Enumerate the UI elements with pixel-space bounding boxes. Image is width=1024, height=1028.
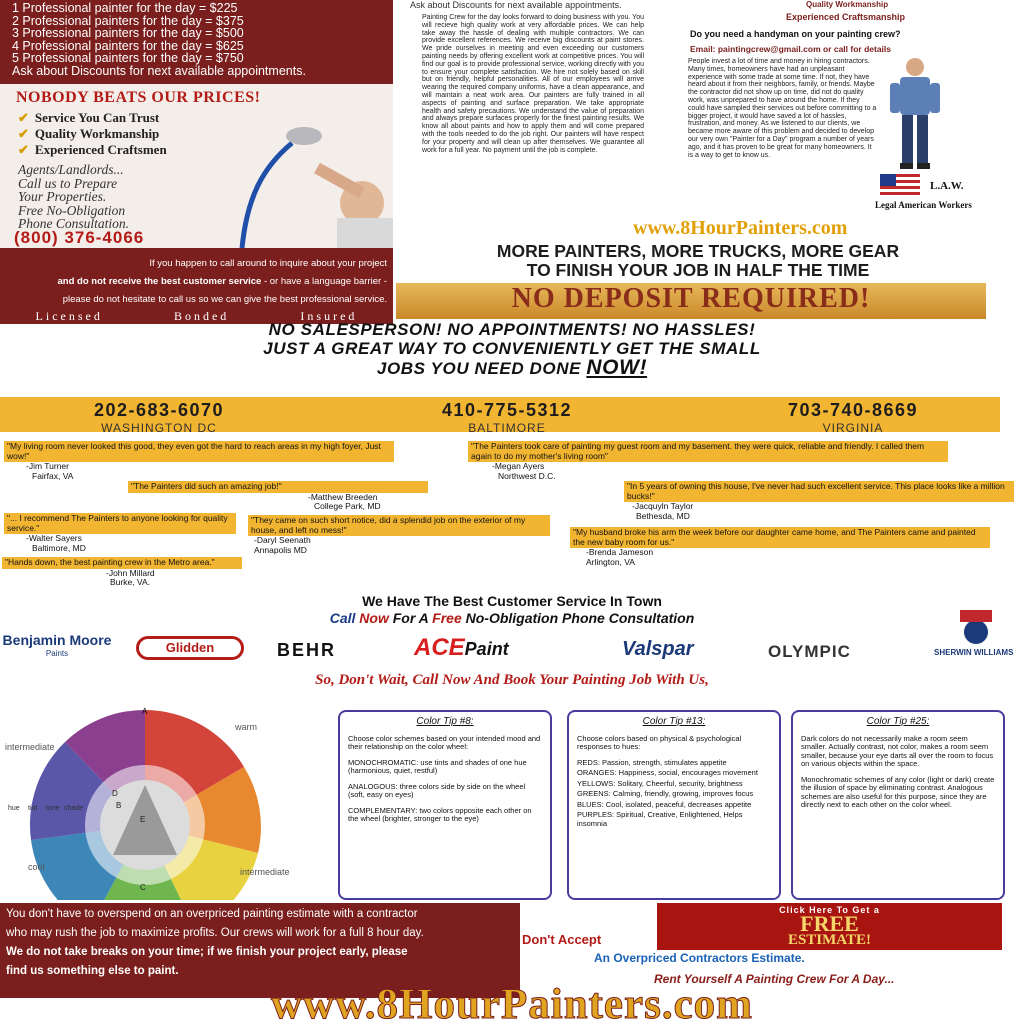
website-link-large[interactable]: www.8HourPainters.com <box>271 981 753 1028</box>
tip-title: Color Tip #25: <box>866 716 930 727</box>
main-phone[interactable]: (800) 376-4066 <box>14 228 145 247</box>
now-emphasis: NOW! <box>586 356 648 379</box>
call-now-line <box>0 610 1024 626</box>
service-note-text: - or have a language barrier - <box>261 276 387 287</box>
bonded-label: Bonded <box>173 308 230 323</box>
phone-number[interactable]: 703-740-8669 <box>787 400 919 420</box>
tip-paragraph: GREENS: Calming, friendly, growing, improves focus <box>577 789 754 798</box>
flag-icon <box>880 174 920 198</box>
check-item: Experienced Craftsmen <box>34 142 167 157</box>
price-item: 5 Professional painters for the day = $750 <box>12 51 244 65</box>
price-item: 4 Professional painters for the day = $625 <box>12 38 244 53</box>
testimonial-name: -Daryl Seenath <box>254 535 311 545</box>
testimonial-quote: "My living room never looked this good, they even got the hard to reach areas in my high foyer, Just wow!" <box>4 441 394 462</box>
phone-number[interactable]: 202-683-6070 <box>93 400 225 420</box>
testimonial-place: Arlington, VA <box>586 556 635 567</box>
olympic-logo: OLYMPIC <box>768 642 851 661</box>
sherwin-williams-globe-icon <box>954 606 998 646</box>
wheel-label-cool: cool <box>28 862 45 872</box>
tip-paragraph: COMPLEMENTARY: two colors opposite each other on the wheel (brighter, stronger to the eye) <box>348 805 532 823</box>
phone-city: WASHINGTON DC <box>101 421 217 435</box>
testimonial <box>4 513 236 553</box>
wheel-label-tone: tone <box>46 805 60 812</box>
tip-paragraph: YELLOWS: Solitary, Cheerful, security, brightness <box>577 778 743 788</box>
tip-paragraph: Choose color schemes based on your intended mood and their relationship on the color wheel: <box>348 733 541 751</box>
overspend-line: We do not take breaks on your time; if we finish your project early, please <box>6 946 408 958</box>
service-note <box>0 248 393 308</box>
price-item: 3 Professional painters for the day = $500 <box>12 26 244 40</box>
wheel-label-e: E <box>140 815 146 824</box>
testimonial-quote: "Hands down, the best painting crew in the Metro area." <box>2 557 242 569</box>
more-line: TO FINISH YOUR JOB IN HALF THE TIME <box>526 260 870 280</box>
dont-wait-heading: So, Don't Wait, Call Now And Book Your Painting Job With Us, <box>315 672 709 688</box>
service-note-line: please do not hesitate to call us so we can give the best professional service. <box>62 294 387 305</box>
benjamin-moore-logo <box>2 634 112 660</box>
wheel-label-hue: hue <box>8 805 20 812</box>
check-item: Service You Can Trust <box>34 110 160 125</box>
overpriced-text: An Overpriced Contractors Estimate. <box>594 951 805 965</box>
wheel-label-intermediate: intermediate <box>240 867 290 877</box>
agents-line: Call us to Prepare <box>18 175 118 191</box>
tip-paragraph: MONOCHROMATIC: use tints and shades of one hue (harmonious, quiet, restful) <box>348 757 527 775</box>
free-estimate-button[interactable] <box>657 903 1002 950</box>
rent-crew-text: Rent Yourself A Painting Crew For A Day... <box>654 972 895 986</box>
testimonial-name: -Megan Ayers <box>492 461 545 471</box>
color-tip-25 <box>791 710 1005 900</box>
check-icon: ✔ <box>18 110 29 125</box>
brand-sub: Paints <box>45 649 69 658</box>
wheel-label-b: B <box>116 801 122 810</box>
wheel-label-c: C <box>140 883 146 892</box>
best-service-heading: We Have The Best Customer Service In Town <box>362 593 662 609</box>
tip-paragraph: Choose colors based on physical & psychological responses to hues: <box>577 733 742 751</box>
wheel-label-a: A <box>142 707 148 716</box>
testimonial-name: -Jim Turner <box>26 461 69 471</box>
sherwin-williams-logo: SHERWIN WILLIAMS <box>934 648 1014 657</box>
no-deposit-banner: NO DEPOSIT REQUIRED! <box>396 283 986 319</box>
brand-name: Benjamin Moore <box>2 632 112 648</box>
no-sales-line: JUST A GREAT WAY TO CONVENIENTLY GET THE SMALL <box>263 339 761 358</box>
price-item: 1 Professional painter for the day = $225 <box>12 1 238 15</box>
dont-accept-text: Don't Accept <box>522 932 602 947</box>
testimonial-place: Northwest D.C. <box>498 470 556 481</box>
check-icon: ✔ <box>18 126 29 141</box>
for-a-word: For A <box>392 610 429 626</box>
tip-paragraph: BLUES: Cool, isolated, peaceful, decreases appetite <box>577 799 752 809</box>
tip-paragraph: ORANGES: Happiness, social, encourages movement <box>577 768 758 777</box>
free-estimate-label: ESTIMATE! <box>787 932 872 948</box>
testimonial-place: Bethesda, MD <box>636 510 690 521</box>
price-discount-note: Ask about Discounts for next available appointments. <box>12 63 306 78</box>
testimonial-place: Burke, VA. <box>110 577 150 587</box>
painter-spraying-image <box>222 108 393 248</box>
wheel-label-tint: tint <box>28 805 38 812</box>
agents-line: Your Properties. <box>18 189 107 204</box>
valspar-logo: Valspar <box>622 638 694 660</box>
more-painters-banner <box>396 242 1000 280</box>
tip-paragraph: REDS: Passion, strength, stimulates appetite <box>577 757 727 767</box>
now-word: Now <box>359 610 389 626</box>
handyman-question: Do you need a handyman on your painting crew? <box>690 29 901 39</box>
testimonial-name: -John Millard <box>106 567 155 578</box>
tip-paragraph: ANALOGOUS: three colors side by side on the wheel (soft, easy on eyes) <box>348 781 526 799</box>
testimonial-quote: "In 5 years of owning this house, I've never had such excellent service. This place looks like a million bucks!" <box>624 481 1014 502</box>
price-list <box>0 0 393 84</box>
insured-label: Insured <box>300 308 358 323</box>
testimonial-name: -Walter Sayers <box>26 533 82 543</box>
behr-logo: BEHR <box>277 640 337 660</box>
free-estimate-label: FREE <box>800 911 859 936</box>
regional-phone-bar <box>0 397 1000 435</box>
craftsmanship-heading: Experienced Craftsmanship <box>786 12 906 22</box>
testimonial-quote: "My husband broke his arm the week before our daughter came home, and The Painters came and painted the new baby room for us." <box>570 527 990 548</box>
website-link[interactable]: www.8HourPainters.com <box>633 217 848 239</box>
about-article: Painting Crew for the day looks forward to doing business with you. You will recieve high quality work at very affordable prices. We can help take away the hassle of dealing with multiple contractors. We can provide excellent references. We receive big discounts at paint stores. We pride ourselves in meeting and even exceeding our customers painting needs by offering excellent work at competitive prices. You will find our goal is to provide professional service, working directly with you to ensure your complete satisfaction. We hire not solely based on skill but on friendly, helpful personalities. All of our employees will arrive wearing the required company uniforms, have a clean appearance, and will maintain a neat work area. Our painters are fully trained in all aspects of painting and surface preparation. We take appropriate health and safety precautions. We understand the value of preparation and always prepare surfaces properly for the finest painting results. We know all about paints and how to apply them and will come prepared with the tools needed to do the job right. Our painters will have respect for your property and will clean up after themselves. We guarantee all work for a full year. No payment until the job is complete. <box>422 14 644 154</box>
check-item: Quality Workmanship <box>34 126 160 141</box>
color-tip-13 <box>567 710 781 900</box>
free-estimate-label: Click Here To Get a <box>779 905 880 915</box>
tip-paragraph: Monochromatic schemes of any color (light or dark) create the illusion of space by eliminating contrast. Analogous schemes are also useful for this purpose, since they are directly next to each other on the color wheel. <box>801 774 995 809</box>
tip-paragraph: PURPLES: Spiritual, Creative, Enlightened, Helps insomnia <box>577 810 743 828</box>
check-icon: ✔ <box>18 142 29 157</box>
service-note-line: If you happen to call around to inquire about your project <box>149 258 387 269</box>
tip-title: Color Tip #13: <box>642 716 706 727</box>
glidden-logo: Glidden <box>136 636 244 660</box>
testimonial <box>128 481 428 512</box>
ace-logo <box>414 634 509 662</box>
no-sales-line <box>20 358 1004 378</box>
overspend-line: who may rush the job to maximize profits. Our crews will work for a full 8 hour day. <box>6 927 424 939</box>
testimonial-name: -Matthew Breeden <box>308 491 378 502</box>
promo-headline: NOBODY BEATS OUR PRICES! <box>16 89 261 106</box>
painter-for-a-day-article: People invest a lot of time and money in hiring contractors. Many times, homeowners have had an unpleasant experience with some trade at some time. If not, they have heard about it from their neighbors, family, or friends. Maybe the contractor did not show up on time, did not do quality work, was unprepared to have around the home. If they could have sampled their services out before committing to a bigger project, it would have saved a lot of hassles, frustration, and money. As we listened to our clients, we became more aware of this problem and decided to develop our very own "Painter for a Day" program a number of years ago, and it has proven to be great for many homeowners. It is a way to get to know us. <box>688 58 877 159</box>
testimonial-quote: "The Painters did such an amazing job!" <box>128 481 428 493</box>
more-line: MORE PAINTERS, MORE TRUCKS, MORE GEAR <box>496 241 900 261</box>
wheel-label-warm: warm <box>235 722 257 732</box>
phone-virginia[interactable] <box>708 400 998 435</box>
agents-line: Agents/Landlords... <box>18 162 124 177</box>
law-subtitle: Legal American Workers <box>875 200 972 210</box>
agents-line: Free No-Obligation <box>18 202 126 218</box>
cropped-discount-note: Ask about Discounts for next available appointments. <box>410 0 622 10</box>
wheel-label-intermediate: intermediate <box>5 742 55 752</box>
phone-city: BALTIMORE <box>468 421 546 435</box>
wheel-label-d: D <box>112 789 118 798</box>
no-salesperson-banner <box>20 320 1004 378</box>
color-wheel-image <box>0 700 330 900</box>
testimonial-place: Annapolis MD <box>254 544 307 555</box>
email-contact[interactable]: Email: paintingcrew@gmail.com or call for details <box>690 44 892 54</box>
testimonial-quote: "They came on such short notice, did a splendid job on the exterior of my house, and left no mess!" <box>248 515 550 536</box>
color-tip-8 <box>338 710 552 900</box>
consultation-text: No-Obligation Phone Consultation <box>465 610 695 626</box>
wheel-label-shade: shade <box>64 805 84 812</box>
overspend-line: find us something else to paint. <box>6 965 179 977</box>
phone-baltimore[interactable] <box>362 400 652 435</box>
testimonial-quote: "... I recommend The Painters to anyone looking for quality service." <box>4 513 236 534</box>
tip-title: Color Tip #8: <box>416 716 474 727</box>
service-note-line <box>4 273 387 291</box>
call-word: Call <box>329 610 356 626</box>
testimonial-name: -Brenda Jameson <box>586 547 654 557</box>
service-note-emphasis: and do not receive the best customer service <box>57 276 262 287</box>
testimonial-place: College Park, MD <box>314 501 381 511</box>
no-sales-line: NO SALESPERSON! NO APPOINTMENTS! NO HASSLES! <box>268 320 756 339</box>
phone-number[interactable]: 410-775-5312 <box>441 400 573 420</box>
phone-dc[interactable] <box>14 400 304 435</box>
brand-sub: Paint <box>464 639 509 659</box>
agents-line: Phone Consultation. <box>18 216 129 231</box>
phone-city: VIRGINIA <box>822 421 884 435</box>
testimonial <box>2 557 242 588</box>
testimonial-quote: "The Painters took care of painting my guest room and my basement. they were quick, reliable and friendly. I called them again to do my mother's living room" <box>468 441 948 462</box>
brand-name: ACE <box>414 634 465 661</box>
agents-note <box>18 163 129 231</box>
testimonial-place: Baltimore, MD <box>32 542 86 553</box>
brand-logos <box>0 630 1024 670</box>
tip-paragraph: Dark colors do not necessarily make a room seem smaller. Actually contrast, not color, makes a room seem smaller, because your eye darts all over the room to focus on various objects within the space. <box>801 733 994 768</box>
testimonial <box>624 481 1014 521</box>
testimonial-name: -Jacquyln Taylor <box>632 501 694 511</box>
testimonial <box>4 441 394 481</box>
worker-image <box>880 55 950 175</box>
testimonial <box>468 441 948 481</box>
testimonial-place: Fairfax, VA <box>32 470 74 481</box>
free-word: Free <box>432 610 462 626</box>
promo-checklist <box>18 110 167 158</box>
quality-heading: Quality Workmanship <box>806 0 889 9</box>
overspend-line: You don't have to overspend on an overpriced painting estimate with a contractor <box>6 908 418 920</box>
licensed-label: Licensed <box>35 308 103 323</box>
testimonial <box>570 527 990 567</box>
law-logo-text: L.A.W. <box>930 180 964 192</box>
no-sales-text: JOBS YOU NEED DONE <box>376 359 582 378</box>
testimonial <box>248 515 550 555</box>
price-item: 2 Professional painters for the day = $375 <box>12 13 244 28</box>
